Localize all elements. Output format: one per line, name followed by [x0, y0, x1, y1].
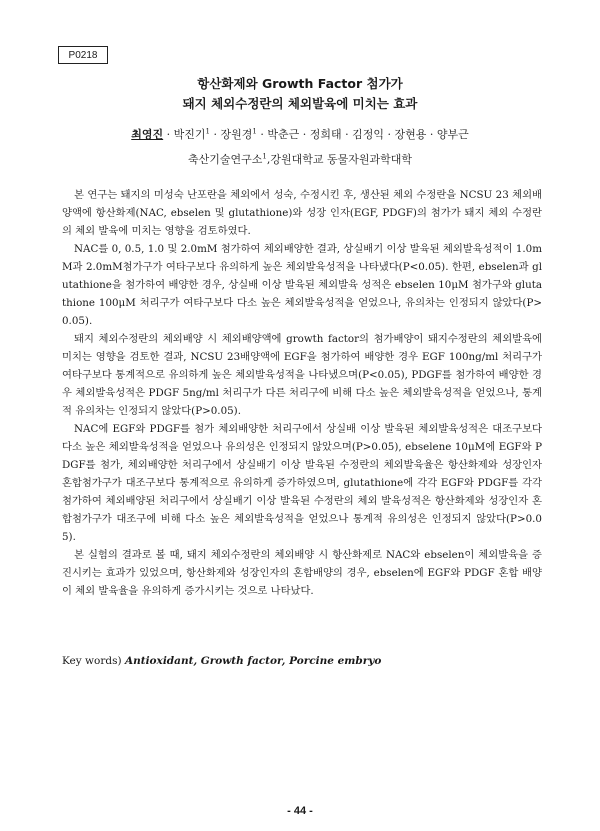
paragraph: NAC에 EGF와 PDGF를 첨가 체외배양한 처리구에서 상실배 이상 발육된 체외발육성적은 대조구보다 다소 높은 체외발육성적을 얻었으나 유의성은 인정되지 않았으며(P>0.05), ebselene 10μM에 EGF와 PDGF를 첨가, 체외배양한 처리구에서 상실배기 이상 발육된 수정란의 체외발육율은 항산화제와 성장인자 혼합첨가구가 대조구보다 통계적으로 유의하게 증가하였으며, glutathione에 각각 EGF와 PDGF를 각각 첨가하여 체외배양된 처리구에서 상실배기 이상 발육된 수정란의 체외 발육성적은 항산화제와 성장인자 혼합첨가구가 대조구에 비해 다소 높은 체외발육성적을 얻었으나 통계적 유의성은 인정되지 않았다(P>0.05).: [62, 423, 542, 543]
paragraph: NAC를 0, 0.5, 1.0 및 2.0mM 첨가하여 체외배양한 결과, 상실배기 이상 발육된 체외발육성적이 1.0mM과 2.0mM첨가구가 여타구보다 유의하게 높은 체외발육성적을 나타냈다(P<0.05). 한편, ebselen과 glutathione을 첨가하여 배양한 경우, 상실배 이상 발육된 체외발육 성적은 ebselen 10μM 첨가구와 glutathione 100μM 처리구가 여타구보다 다소 높은 체외발육성적을 얻었으나, 유의차는 인정되지 않았다(P>0.05).: [62, 243, 542, 327]
author-2: 박진기: [173, 128, 206, 141]
authors-rest: 박춘근 · 정희태 · 김정익 · 장현용 · 양부근: [267, 128, 469, 141]
abstract-code: P0218: [58, 46, 108, 64]
author-list: 최영진 · 박진기$^1$ · 장원경$^1$ · 박춘근 · 정희태 · 김정익 · 장현용 · 양부근: [131, 127, 469, 141]
keywords-label: Key words): [62, 655, 122, 667]
page-number: - 44 -: [287, 805, 313, 817]
keywords-list: Antioxidant, Growth factor, Porcine embryo: [124, 655, 382, 667]
affiliation-1: 축산기술연구소: [188, 153, 263, 166]
paragraph: 본 연구는 돼지의 미성숙 난포란을 체외에서 성숙, 수정시킨 후, 생산된 체외 수정란을 NCSU 23 체외배양액에 항산화제(NAC, ebselen 및 glutathione)와 성장 인자(EGF, PDGF)의 첨가가 돼지 체외 수정란의 체외 발육에 미치는 영향을 검토하였다.: [62, 189, 542, 237]
affiliation-2: 강원대학교 동물자원과학대학: [270, 153, 412, 166]
affil-sup: 1: [205, 127, 211, 136]
keywords-line: [62, 655, 542, 667]
abstract-body: [62, 186, 542, 600]
affil-sup: 1: [252, 127, 257, 136]
author-3: 장원경: [220, 128, 253, 141]
title-line-2: 돼지 체외수정란의 체외발육에 미치는 효과: [182, 96, 418, 111]
first-author: 최영진: [131, 128, 164, 141]
paragraph: 돼지 체외수정란의 체외배양 시 체외배양액에 growth factor의 첨가배양이 돼지수정란의 체외발육에 미치는 영향을 검토한 결과, NCSU 23배양액에 EGF을 첨가하여 배양한 경우 EGF 100ng/ml 처리구가 여타구보다 통계적으로 유의하게 높은 체외발육성적을 나타냈으며(P<0.05), PDGF를 첨가하여 배양한 경우 체외발육성적은 PDGF 5ng/ml 처리구가 다른 처리구에 비해 다소 높은 체외발육성적을 얻었으나, 통계적 유의차는 인정되지 않았다(P>0.05).: [62, 333, 542, 417]
affiliations: 축산기술연구소$^1$,강원대학교 동물자원과학대학: [188, 152, 412, 166]
affil-sup: 1: [262, 152, 267, 161]
title-line-1: 항산화제와 Growth Factor 첨가가: [197, 76, 403, 91]
paragraph: 본 실험의 결과로 볼 때, 돼지 체외수정란의 체외배양 시 항산화제로 NAC와 ebselen이 체외발육을 증진시키는 효과가 있었으며, 항산화제와 성장인자의 혼합배양의 경우, ebselen에 EGF와 PDGF 혼합 배양이 체외 발육율을 유의하게 증가시키는 것으로 나타났다.: [62, 549, 542, 597]
